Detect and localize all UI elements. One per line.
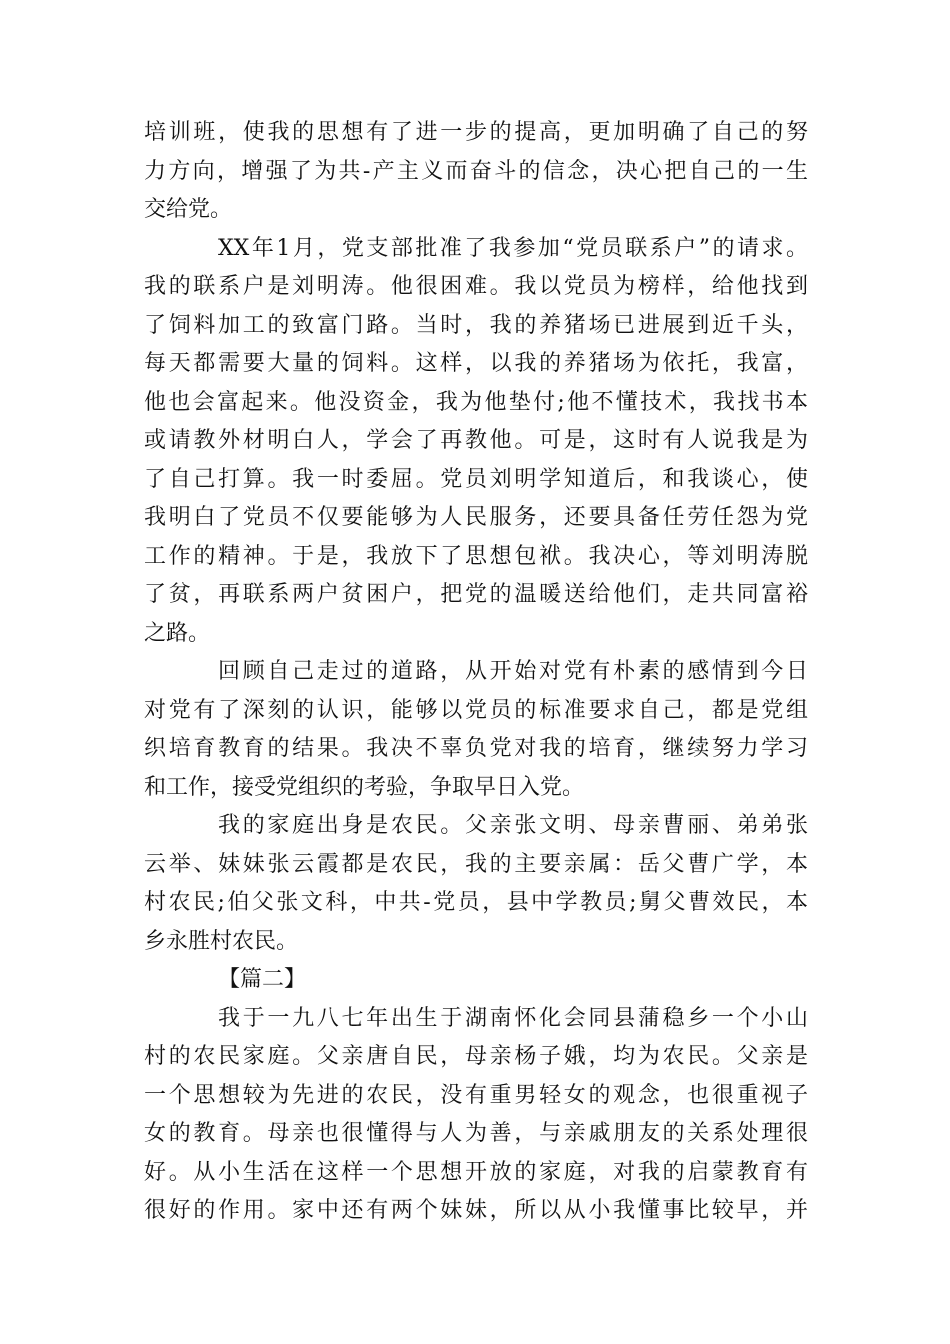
text-line: 力方向，增强了为共-产主义而奋斗的信念，决心把自己的一生: [144, 158, 808, 184]
text-line: 他也会富起来。他没资金，我为他垫付;他不懂技术，我找书本: [144, 389, 808, 415]
body-text: [144, 114, 808, 1231]
text-line: 我于一九八七年出生于湖南怀化会同县蒲稳乡一个小山: [218, 1005, 808, 1031]
text-line: 织培育教育的结果。我决不辜负党对我的培育，继续努力学习: [144, 736, 808, 761]
text-line: 很好的作用。家中还有两个妹妹，所以从小我懂事比较早，并: [144, 1198, 808, 1223]
text-line: 村农民;伯父张文科，中共-党员，县中学教员;舅父曹效民，本: [144, 890, 808, 915]
text-line: 和工作，接受党组织的考验，争取早日入党。: [144, 774, 585, 800]
text-line: 培训班，使我的思想有了进一步的提高，更加明确了自己的努: [144, 120, 808, 145]
text-line: 一个思想较为先进的农民，没有重男轻女的观念，也很重视子: [144, 1082, 808, 1108]
text-line: 好。从小生活在这样一个思想开放的家庭，对我的启蒙教育有: [144, 1159, 808, 1185]
text-line: 了自己打算。我一时委屈。党员刘明学知道后，和我谈心，使: [144, 466, 808, 492]
text-line: 每天都需要大量的饲料。这样，以我的养猪场为依托，我富，: [144, 351, 808, 376]
text-line: 回顾自己走过的道路，从开始对党有朴素的感情到今日: [218, 659, 808, 684]
text-line: 了贫，再联系两户贫困户，把党的温暖送给他们，走共同富裕: [144, 582, 808, 607]
text-line: 了饲料加工的致富门路。当时，我的养猪场已进展到近千头，: [144, 312, 808, 338]
text-line: 或请教外材明白人，学会了再教他。可是，这时有人说我是为: [144, 428, 808, 453]
section-heading: 【篇二】: [218, 967, 307, 992]
text-line: 我的联系户是刘明涛。他很困难。我以党员为榜样，给他找到: [144, 274, 808, 299]
text-line: XX年1月，党支部批准了我参加“党员联系户”的请求。: [218, 235, 808, 261]
text-line: 村的农民家庭。父亲唐自民，母亲杨子娥，均为农民。父亲是: [144, 1044, 808, 1069]
text-line: 交给党。: [144, 197, 233, 222]
text-line: 我明白了党员不仅要能够为人民服务，还要具备任劳任怨为党: [144, 505, 808, 530]
text-line: 云举、妹妹张云霞都是农民，我的主要亲属：岳父曹广学，本: [144, 851, 808, 877]
text-line: 之路。: [144, 620, 211, 646]
text-line: 乡永胜村农民。: [144, 928, 299, 954]
text-line: 我的家庭出身是农民。父亲张文明、母亲曹丽、弟弟张: [218, 813, 808, 838]
text-line: 对党有了深刻的认识，能够以党员的标准要求自己，都是党组: [144, 697, 808, 723]
text-line: 工作的精神。于是，我放下了思想包袱。我决心，等刘明涛脱: [144, 543, 808, 569]
text-line: 女的教育。母亲也很懂得与人为善，与亲戚朋友的关系处理很: [144, 1121, 808, 1146]
